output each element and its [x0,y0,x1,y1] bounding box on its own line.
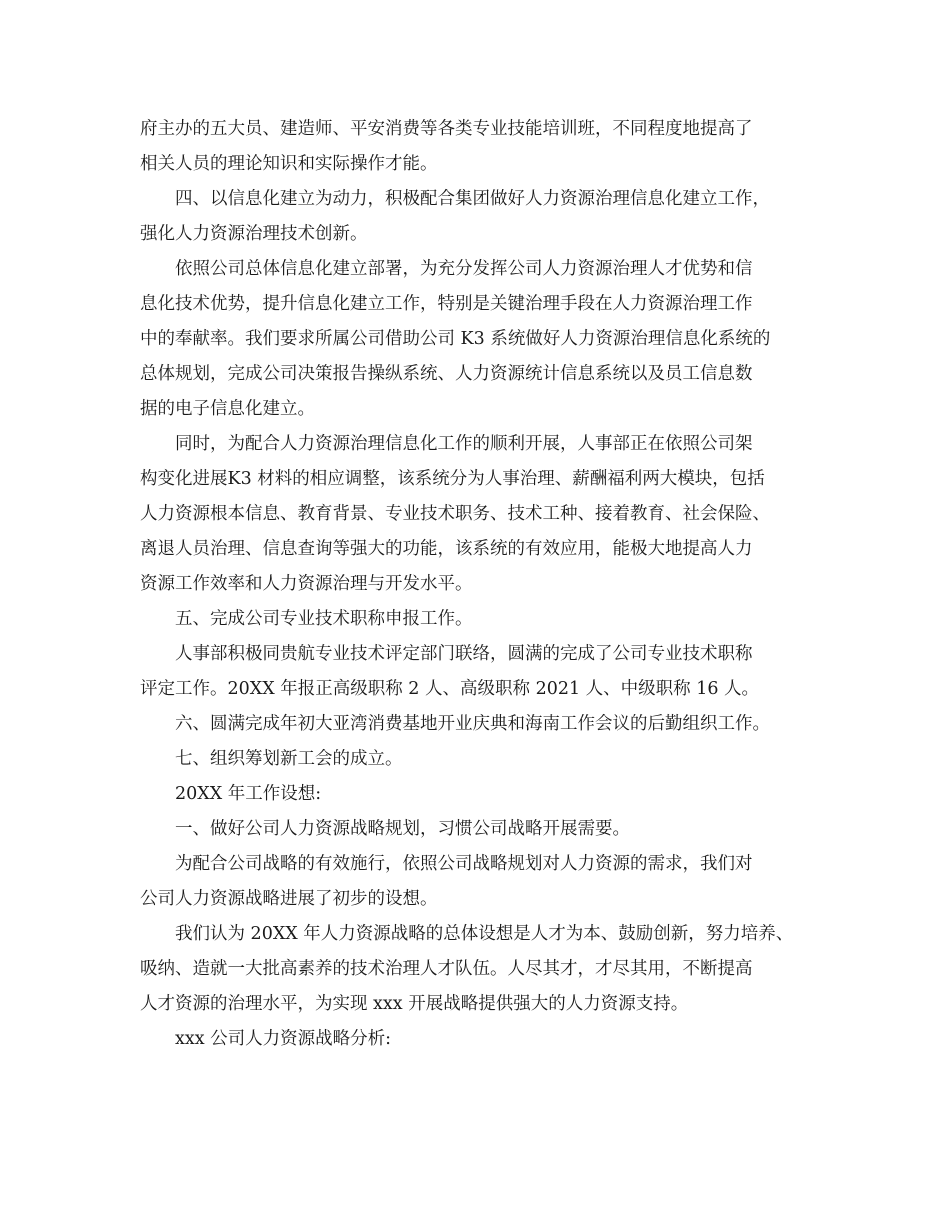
text-line: 20XX 年工作设想: [175,784,322,804]
text-line: 中的奉献率。我们要求所属公司借助公司 K3 系统做好人力资源治理信息化系统的 [140,329,771,349]
text-line: 人力资源根本信息、教育背景、专业技术职务、技术工种、接着教育、社会保险、 [140,504,770,524]
paragraph [140,637,820,707]
document-body [140,112,820,1057]
paragraph [140,917,820,1022]
text-line: 评定工作。20XX 年报正高级职称 2 人、高级职称 2021 人、中级职称 16 人。 [140,679,760,699]
text-line: 依照公司总体信息化建立部署，为充分发挥公司人力资源治理人才优势和信 [175,259,753,279]
paragraph [140,182,820,252]
text-line: 息化技术优势，提升信息化建立工作，特别是关键治理手段在人力资源治理工作 [140,294,753,314]
text-line: 人事部积极同贵航专业技术评定部门联络，圆满的完成了公司专业技术职称 [175,644,753,664]
paragraph [140,707,820,742]
paragraph [140,112,820,182]
text-line: 资源工作效率和人力资源治理与开发水平。 [140,574,473,594]
text-line: 吸纳、造就一大批高素养的技术治理人才队伍。人尽其才，才尽其用，不断提高 [140,959,753,979]
paragraph [140,742,820,777]
text-line: 四、以信息化建立为动力，积极配合集团做好人力资源治理信息化建立工作， [175,189,770,209]
paragraph [140,602,820,637]
text-line: 六、圆满完成年初大亚湾消费基地开业庆典和海南工作会议的后勤组织工作。 [175,714,770,734]
paragraph [140,427,820,602]
paragraph [140,1022,820,1057]
text-line: 同时，为配合人力资源治理信息化工作的顺利开展，人事部正在依照公司架 [175,434,753,454]
text-line: 府主办的五大员、建造师、平安消费等各类专业技能培训班，不同程度地提高了 [140,119,753,139]
text-line: 离退人员治理、信息查询等强大的功能，该系统的有效应用，能极大地提高人力 [140,539,753,559]
text-line: 一、做好公司人力资源战略规划，习惯公司战略开展需要。 [175,819,630,839]
text-line: 强化人力资源治理技术创新。 [140,224,368,244]
paragraph [140,847,820,917]
paragraph [140,777,820,812]
text-line: 构变化进展K3 材料的相应调整，该系统分为人事治理、薪酬福利两大模块，包括 [140,469,765,489]
text-line: 七、组织筹划新工会的成立。 [175,749,403,769]
text-line: 为配合公司战略的有效施行，依照公司战略规划对人力资源的需求，我们对 [175,854,753,874]
text-line: 我们认为 20XX 年人力资源战略的总体设想是人才为本、鼓励创新，努力培养、 [175,924,794,944]
text-line: 公司人力资源战略进展了初步的设想。 [140,889,438,909]
text-line: 相关人员的理论知识和实际操作才能。 [140,154,438,174]
text-line: 五、完成公司专业技术职称申报工作。 [175,609,473,629]
paragraph [140,252,820,427]
text-line: 人才资源的治理水平，为实现 xxx 开展战略提供强大的人力资源支持。 [140,994,689,1014]
text-line: 据的电子信息化建立。 [140,399,315,419]
text-line: 总体规划，完成公司决策报告操纵系统、人力资源统计信息系统以及员工信息数 [140,364,753,384]
text-line: xxx 公司人力资源战略分析: [175,1029,392,1049]
paragraph [140,812,820,847]
